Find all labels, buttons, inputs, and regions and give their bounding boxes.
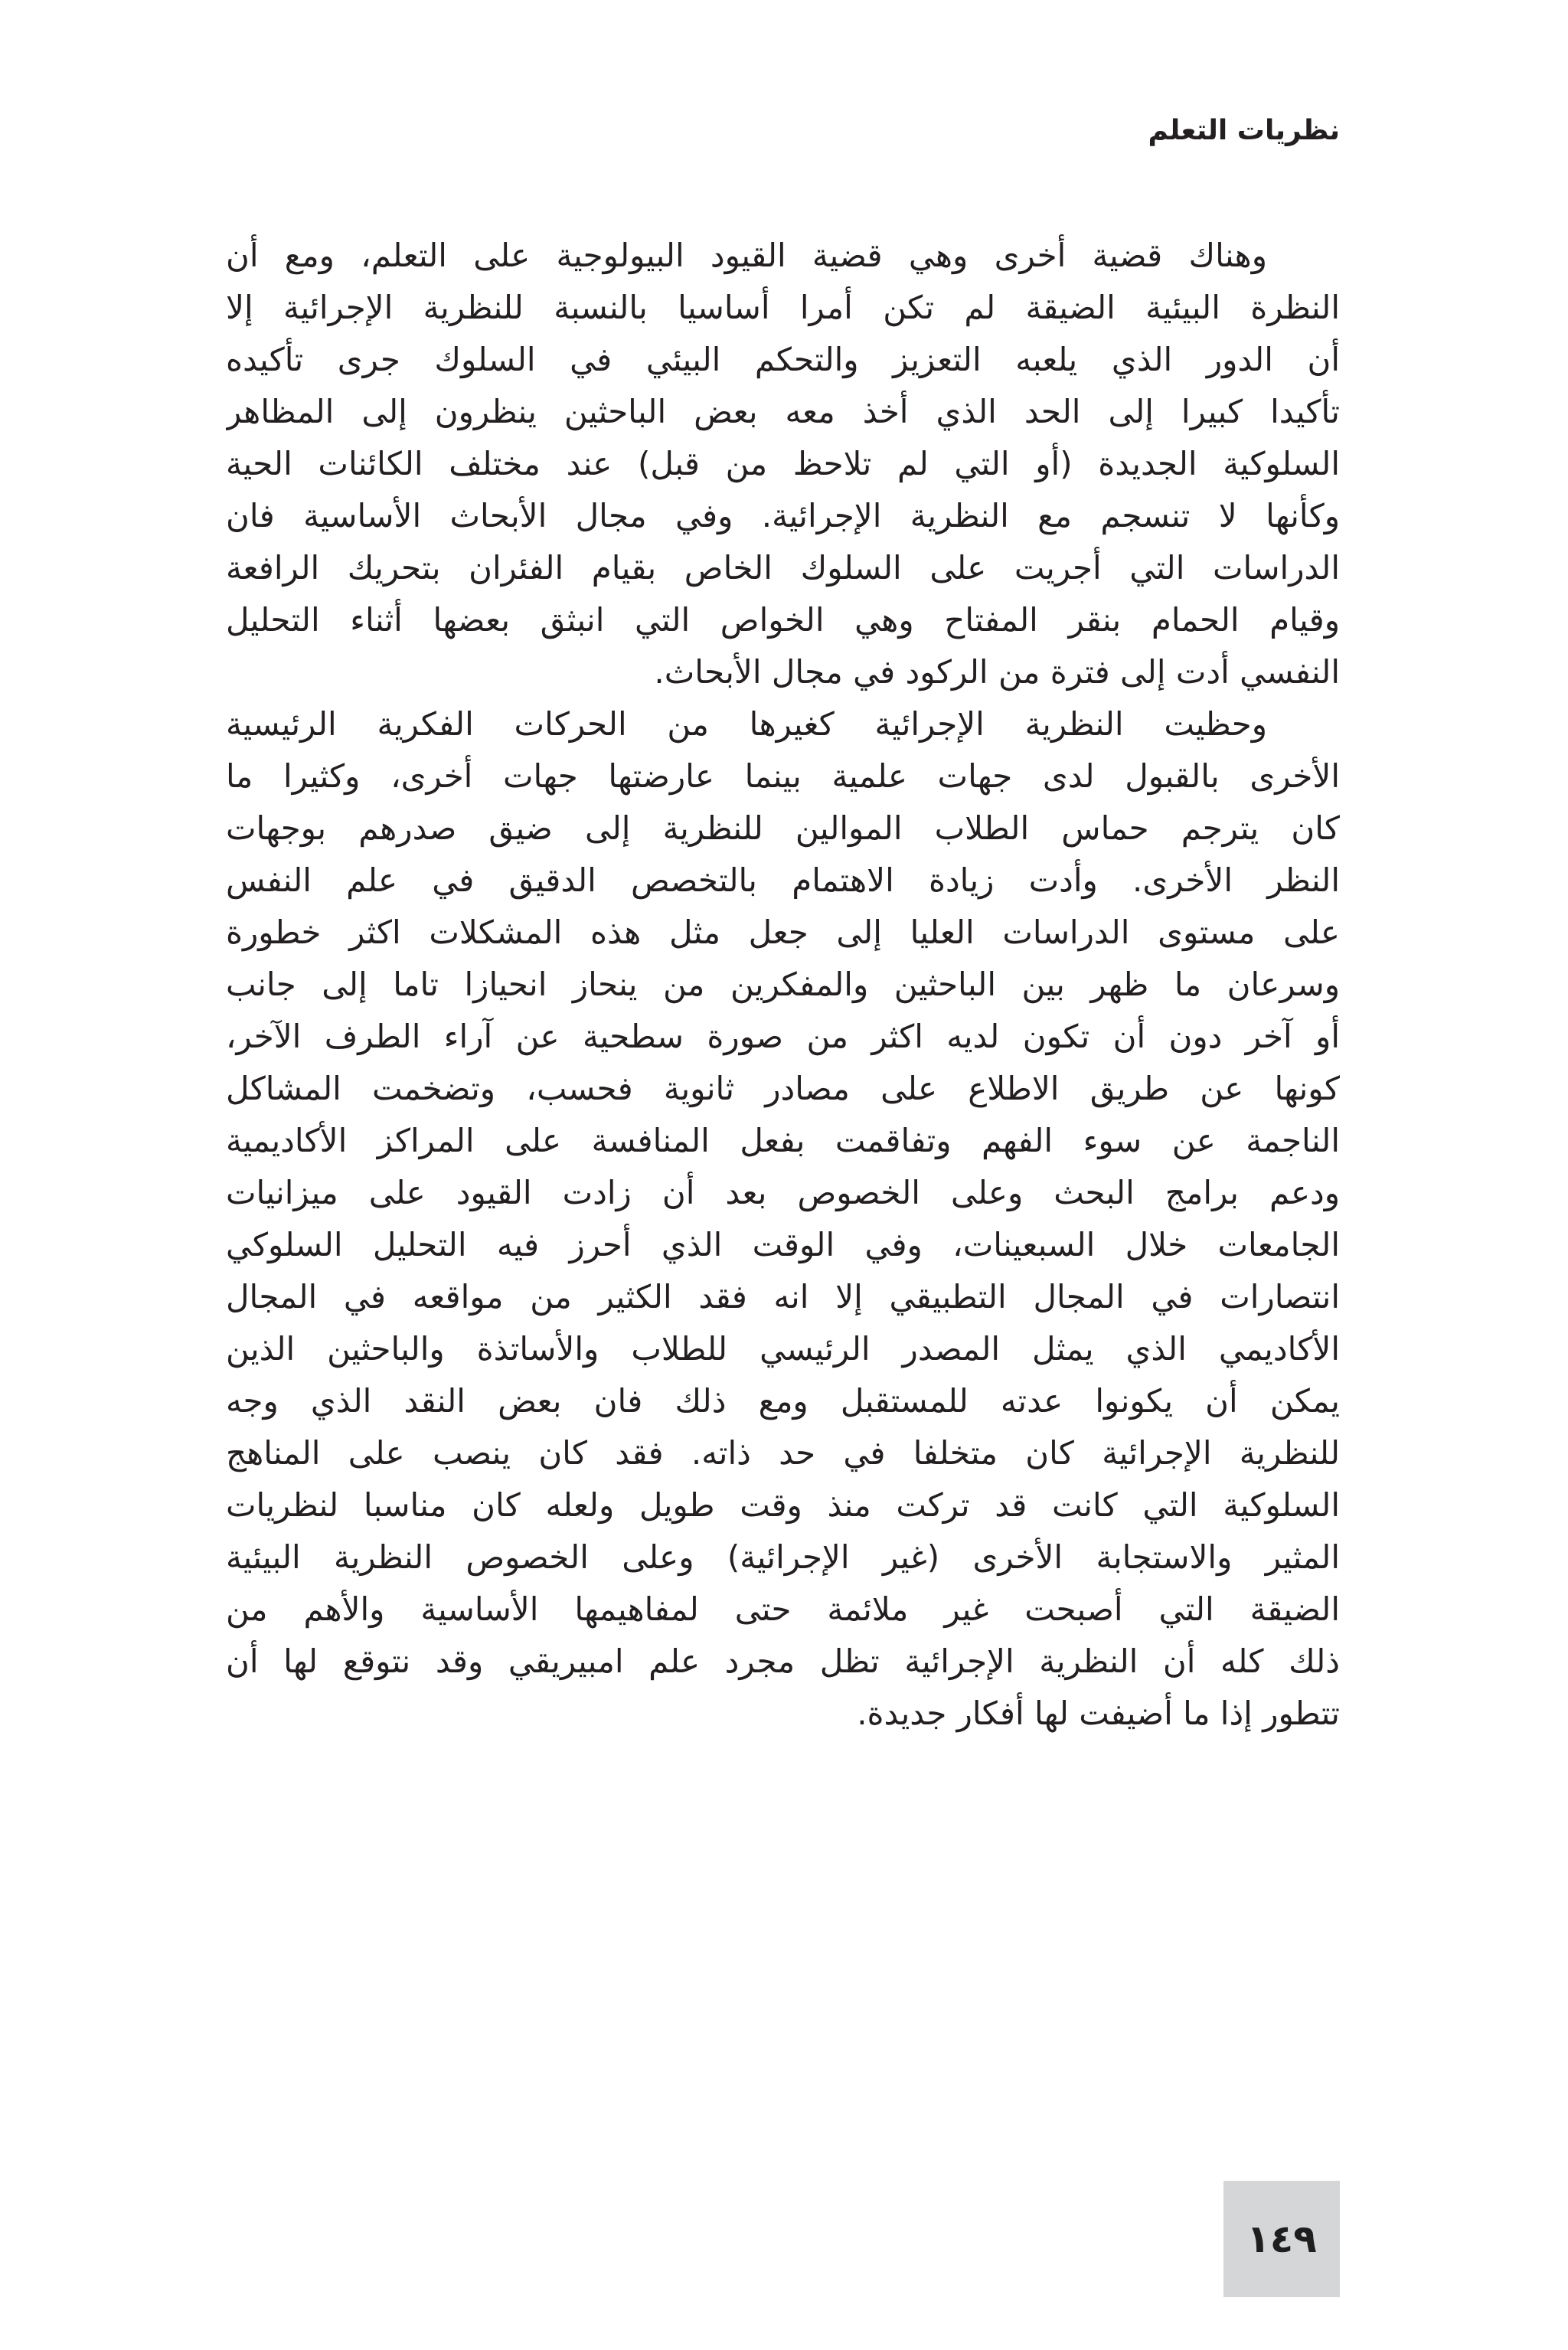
text-line: المثير والاستجابة الأخرى (غير الإجرائية) وعلى الخصوص النظرية البيئية <box>226 1538 1340 1576</box>
text-line: تأكيدا كبيرا إلى الحد الذي أخذ معه بعض الباحثين ينظرون إلى المظاهر <box>226 393 1340 430</box>
text-line: انتصارات في المجال التطبيقي إلا انه فقد الكثير من مواقعه في المجال <box>226 1278 1340 1316</box>
text-line: على مستوى الدراسات العليا إلى جعل مثل هذه المشكلات اكثر خطورة <box>226 914 1340 951</box>
page-number: ١٤٩ <box>1246 2217 1317 2261</box>
text-line: الضيقة التي أصبحت غير ملائمة حتى لمفاهيمها الأساسية والأهم من <box>226 1590 1340 1628</box>
text-line: وسرعان ما ظهر بين الباحثين والمفكرين من ينحاز انحيازا تاما إلى جانب <box>226 966 1340 1003</box>
text-line: أو آخر دون أن تكون لديه اكثر من صورة سطحية عن آراء الطرف الآخر، <box>226 1018 1340 1055</box>
text-line: للنظرية الإجرائية كان متخلفا في حد ذاته. فقد كان ينصب على المناهج <box>226 1434 1340 1472</box>
text-line: ودعم برامج البحث وعلى الخصوص بعد أن زادت القيود على ميزانيات <box>226 1174 1340 1211</box>
text-line: الجامعات خلال السبعينات، وفي الوقت الذي أحرز فيه التحليل السلوكي <box>226 1226 1340 1263</box>
text-line: وكأنها لا تنسجم مع النظرية الإجرائية. وفي مجال الأبحاث الأساسية فان <box>226 497 1340 534</box>
text-line: السلوكية الجديدة (أو التي لم تلاحظ من قبل) عند مختلف الكائنات الحية <box>226 445 1340 482</box>
text-line: الأخرى بالقبول لدى جهات علمية بينما عارضتها جهات أخرى، وكثيرا ما <box>226 757 1340 795</box>
text-line: الأكاديمي الذي يمثل المصدر الرئيسي للطلاب والأساتذة والباحثين الذين <box>226 1330 1340 1368</box>
body-text <box>226 230 1340 1740</box>
text-line: وقيام الحمام بنقر المفتاح وهي الخواص التي انبثق بعضها أثناء التحليل <box>226 601 1340 639</box>
text-line: وهناك قضية أخرى وهي قضية القيود البيولوجية على التعلم، ومع أن <box>226 237 1267 274</box>
text-line: كان يترجم حماس الطلاب الموالين للنظرية إلى ضيق صدرهم بوجهات <box>226 809 1340 847</box>
text-line: النظرة البيئية الضيقة لم تكن أمرا أساسيا بالنسبة للنظرية الإجرائية إلا <box>226 289 1340 326</box>
text-line: يمكن أن يكونوا عدته للمستقبل ومع ذلك فان بعض النقد الذي وجه <box>226 1382 1340 1420</box>
running-head-title: نظريات التعلم <box>1148 115 1340 146</box>
page-number-box <box>1223 2181 1340 2297</box>
text-line: الناجمة عن سوء الفهم وتفاقمت بفعل المنافسة على المراكز الأكاديمية <box>226 1122 1340 1159</box>
text-line: الدراسات التي أجريت على السلوك الخاص بقيام الفئران بتحريك الرافعة <box>226 549 1340 587</box>
text-line: ذلك كله أن النظرية الإجرائية تظل مجرد علم امبيريقي وقد نتوقع لها أن <box>226 1642 1340 1680</box>
text-line: السلوكية التي كانت قد تركت منذ وقت طويل ولعله كان مناسبا لنظريات <box>226 1486 1340 1524</box>
text-line: النظر الأخرى. وأدت زيادة الاهتمام بالتخصص الدقيق في علم النفس <box>226 861 1340 899</box>
text-line: أن الدور الذي يلعبه التعزيز والتحكم البيئي في السلوك جرى تأكيده <box>226 341 1340 378</box>
text-line: النفسي أدت إلى فترة من الركود في مجال الأبحاث. <box>654 653 1340 691</box>
text-line: وحظيت النظرية الإجرائية كغيرها من الحركات الفكرية الرئيسية <box>226 705 1267 743</box>
text-line: تتطور إذا ما أضيفت لها أفكار جديدة. <box>857 1695 1340 1732</box>
text-line: كونها عن طريق الاطلاع على مصادر ثانوية فحسب، وتضخمت المشاكل <box>226 1070 1340 1107</box>
